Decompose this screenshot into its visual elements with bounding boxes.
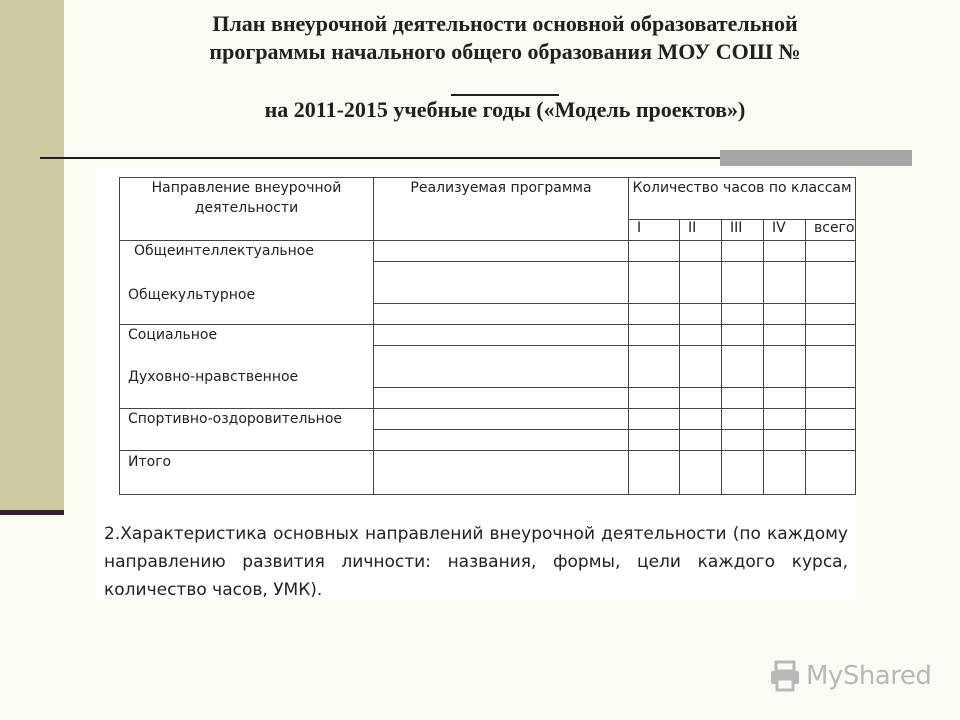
header-grade-2: II (680, 220, 722, 241)
decorative-side-underline (0, 510, 64, 515)
header-grade-3: III (722, 220, 764, 241)
decorative-side-band (0, 0, 64, 512)
header-grade-4: IV (764, 220, 806, 241)
watermark-logo (768, 656, 931, 696)
program-cell (374, 430, 629, 451)
title-line-3: на 2011-2015 учебные годы («Модель проектов») (264, 97, 746, 122)
title-divider-accent (720, 150, 912, 166)
program-cell (374, 409, 629, 430)
total-label: Итого (128, 454, 172, 470)
logo-text: MyShared (806, 661, 932, 691)
direction-cell (120, 409, 374, 451)
total-cell (120, 451, 374, 495)
program-cell (374, 304, 629, 325)
printer-icon (768, 659, 802, 693)
header-direction: Направление внеурочной деятельности (120, 178, 374, 241)
direction-cell (120, 325, 374, 409)
characteristics-paragraph: 2.Характеристика основных направлений внеурочной деятельности (по каждому направлению развития личности: названия, формы, цели каждого курса, количество часов, УМК). (104, 524, 848, 600)
direction-cell (120, 241, 374, 325)
title-line-1: План внеурочной деятельности основной образовательной (212, 11, 798, 36)
program-cell (374, 346, 629, 388)
direction-label: Социальное (128, 327, 218, 343)
slide-title (80, 10, 930, 124)
header-grade-1: I (629, 220, 680, 241)
direction-label: Духовно-нравственное (128, 369, 299, 385)
direction-label: Общекультурное (128, 287, 256, 303)
program-cell (374, 262, 629, 304)
direction-label: Спортивно-оздоровительное (128, 411, 343, 427)
title-line-2: программы начального общего образования МОУ СОШ № (209, 39, 801, 64)
header-program: Реализуемая программа (374, 178, 629, 241)
activity-plan-table (119, 177, 856, 495)
program-cell (374, 241, 629, 262)
program-cell (374, 388, 629, 409)
direction-label: Общеинтеллектуальное (134, 243, 314, 259)
program-cell (374, 325, 629, 346)
header-grade-total: всего (806, 220, 856, 241)
header-hours: Количество часов по классам (629, 178, 856, 220)
title-blank-field (451, 66, 559, 96)
